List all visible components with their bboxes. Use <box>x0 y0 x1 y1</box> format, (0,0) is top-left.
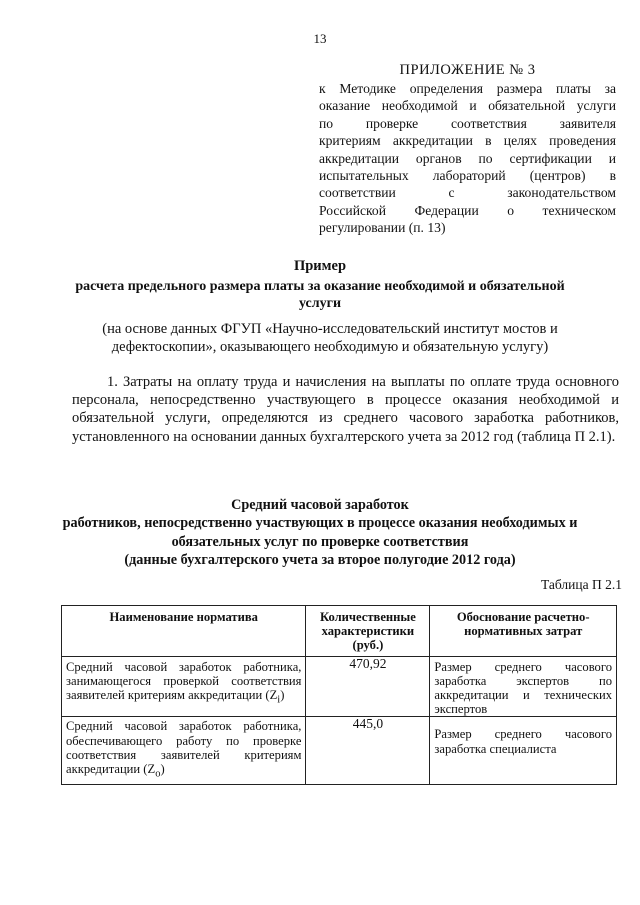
example-title: расчета предельного размера платы за оказание необходимой и обязательной услуги <box>75 279 565 311</box>
row-subscript: i <box>277 694 281 706</box>
row-name-cell: Средний часовой заработок работника, занимающегося проверкой соответствия заявителей критериям аккредитации $(Z_i)$ <box>62 656 306 717</box>
page-number: 13 <box>313 31 327 46</box>
header-basis: Обоснование расчетно-нормативных затрат <box>430 606 617 657</box>
row-subscript: o <box>155 768 161 780</box>
table-label: Таблица П 2.1 <box>541 577 622 592</box>
table-title <box>60 496 580 570</box>
row-basis: Размер среднего часового заработка экспертов по аккредитации и технических экспертов <box>430 656 617 717</box>
table-title-line: работников, непосредственно участвующих в процессе оказания необходимых и обязательных услуг по проверке соответствия <box>62 515 578 550</box>
table-row <box>62 717 617 784</box>
row-value: 445,0 <box>306 717 430 784</box>
appendix-line: Российской Федерации о техническом <box>319 202 616 218</box>
table-header-row <box>62 606 617 657</box>
row-value: 470,92 <box>306 656 430 717</box>
appendix-line: к Методике определения размера платы за <box>319 81 616 96</box>
row-name: Средний часовой заработок работника, обеспечивающего работу по проверке соответствия заявителей критериям аккредитации (Z <box>66 719 302 777</box>
paragraph-1: 1. Затраты на оплату труда и начисления на выплаты по оплате труда основного персонала, непосредственно участвующего в процессе оказания необходимой и обязательной услуги, определяются из среднего часового заработка работников, установленного на основании данных бухгалтерского учета за 2012 год (таблица П 2.1). <box>72 374 619 445</box>
row-name-cell: Средний часовой заработок работника, обеспечивающего работу по проверке соответствия заявителей критериям аккредитации $(Z_o)$ <box>62 717 306 784</box>
header-quantity: Количественные характеристики (руб.) <box>306 606 430 657</box>
row-name: Средний часовой заработок работника, занимающегося проверкой соответствия заявителей критериям аккредитации (Z <box>66 659 302 703</box>
salary-table <box>61 605 617 785</box>
table-title-line: Средний часовой заработок <box>231 497 409 513</box>
appendix-line: испытательных лабораторий (центров) в <box>319 168 616 184</box>
appendix-description <box>319 80 616 237</box>
example-basis: (на основе данных ФГУП «Научно-исследовательский институт мостов и дефектоскопии», оказывающего необходимую и обязательную услугу) <box>102 321 558 355</box>
table-row <box>62 656 617 717</box>
header-normative: Наименование норматива <box>62 606 306 657</box>
appendix-line: аккредитации органов по сертификации и <box>319 150 616 166</box>
row-basis: Размер среднего часового заработка специалиста <box>430 717 617 784</box>
appendix-line: по проверке соответствия заявителя <box>319 115 616 131</box>
appendix-line: регулировании (п. 13) <box>319 220 446 236</box>
appendix-line: соответствии с законодательством <box>319 185 616 201</box>
appendix-title: ПРИЛОЖЕНИЕ № 3 <box>399 62 536 78</box>
example-heading: Пример <box>293 258 347 274</box>
appendix-line: критериям аккредитации в целях проведения <box>319 133 616 149</box>
table-title-line: (данные бухгалтерского учета за второе полугодие 2012 года) <box>124 552 516 569</box>
appendix-line: оказание необходимой и обязательной услуги <box>319 98 616 114</box>
